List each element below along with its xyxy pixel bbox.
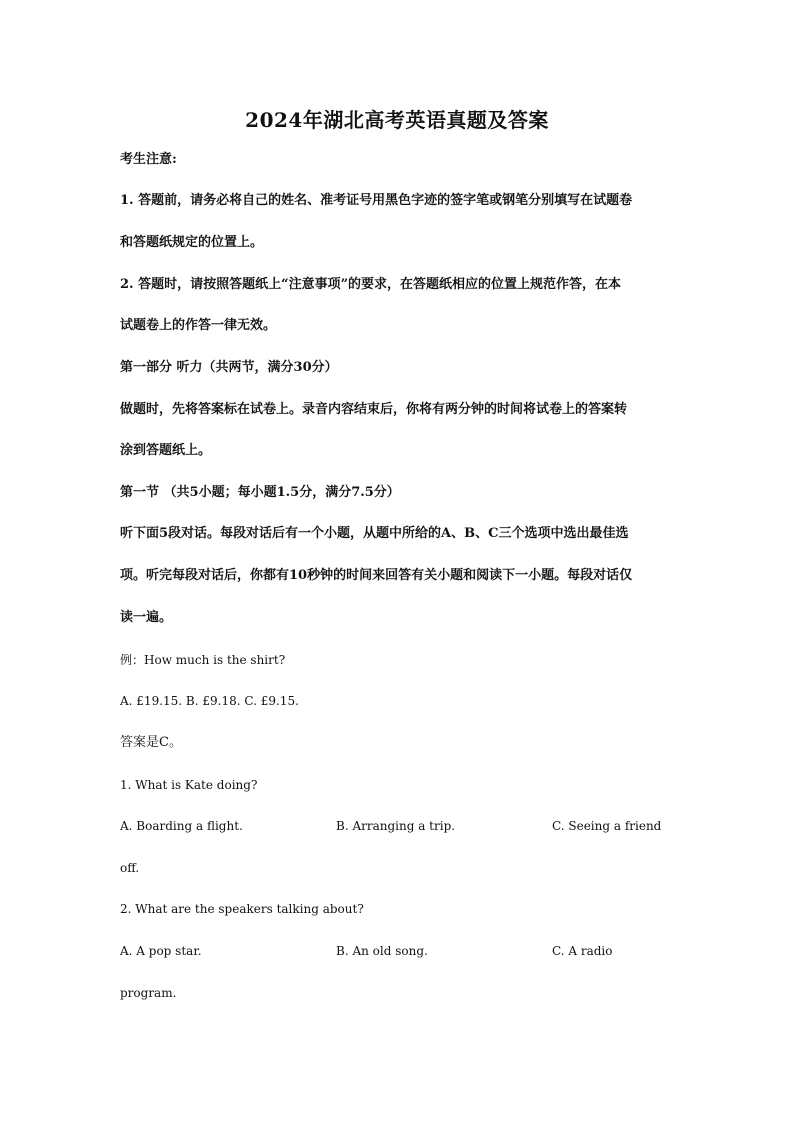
part1-instruction-line-1: 做题时，先将答案标在试卷上。录音内容结束后，你将有两分钟的时间将试卷上的答案转 — [120, 402, 628, 417]
example-answer: 答案是C。 — [120, 735, 182, 750]
question-1-stem: 1. What is Kate doing? — [120, 778, 258, 792]
question-1-option-c-continued: off. — [120, 861, 140, 875]
notice-item-1-line-1: 1. 答题前，请务必将自己的姓名、准考证号用黑色字迹的签字笔或钢笔分别填写在试题卷 — [120, 193, 633, 208]
question-1-option-a: A. Boarding a flight. — [120, 819, 243, 833]
section1-instruction-line-1: 听下面5段对话。每段对话后有一个小题，从题中所给的A、B、C三个选项中选出最佳选 — [120, 526, 629, 541]
question-1-option-c: C. Seeing a friend — [552, 819, 662, 833]
notice-item-2-line-2: 试题卷上的作答一律无效。 — [120, 318, 277, 333]
example-options: A. £19.15. B. £9.18. C. £9.15. — [120, 694, 299, 708]
section1-heading: 第一节 （共5小题；每小题1.5分，满分7.5分） — [120, 485, 400, 500]
section1-instruction-line-3: 读一遍。 — [120, 610, 173, 625]
example-question: 例：How much is the shirt? — [120, 653, 286, 667]
question-2-option-a: A. A pop star. — [120, 944, 202, 958]
notice-item-2-line-1: 2. 答题时，请按照答题纸上“注意事项”的要求，在答题纸相应的位置上规范作答，在本 — [120, 277, 622, 292]
section1-instruction-line-2: 项。听完每段对话后，你都有10秒钟的时间来回答有关小题和阅读下一小题。每段对话仅 — [120, 568, 633, 583]
part1-heading: 第一部分 听力（共两节，满分30分） — [120, 360, 338, 375]
question-2-option-c-continued: program. — [120, 986, 177, 1000]
notice-heading: 考生注意: — [120, 152, 177, 167]
part1-instruction-line-2: 涂到答题纸上。 — [120, 443, 212, 458]
question-1-option-b: B. Arranging a trip. — [336, 819, 456, 833]
page-title: 2024年湖北高考英语真题及答案 — [245, 108, 549, 132]
question-2-option-b: B. An old song. — [336, 944, 428, 958]
question-2-option-c: C. A radio — [552, 944, 613, 958]
question-2-stem: 2. What are the speakers talking about? — [120, 902, 364, 916]
notice-item-1-line-2: 和答题纸规定的位置上。 — [120, 235, 264, 250]
